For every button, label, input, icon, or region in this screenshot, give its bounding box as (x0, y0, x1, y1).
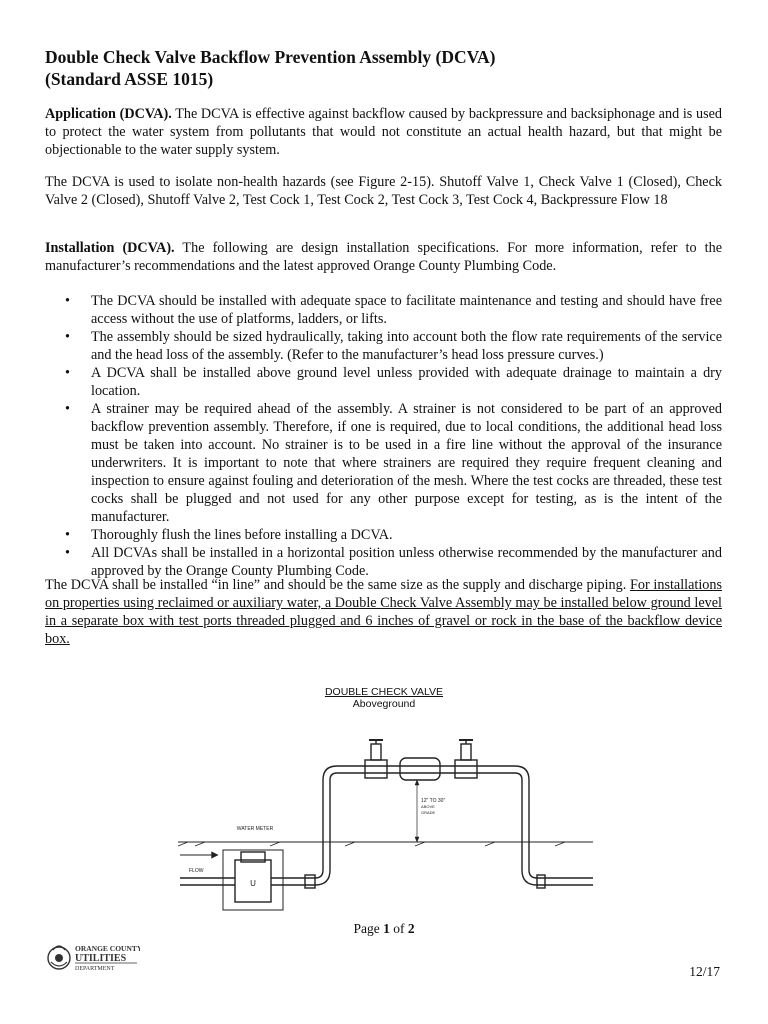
svg-text:12" TO 30": 12" TO 30" (421, 798, 446, 804)
figure-title: DOUBLE CHECK VALVE (324, 686, 444, 698)
svg-text:ORANGE COUNTY: ORANGE COUNTY (75, 944, 140, 953)
svg-text:U: U (250, 879, 256, 888)
list-item: • A DCVA shall be installed above ground level unless provided with adequate drainage to maintain a dry location. (65, 365, 722, 399)
bullet-icon: • (65, 329, 70, 345)
page-number: Page 1 of 2 (353, 921, 415, 936)
figure-subtitle: Aboveground (352, 698, 416, 710)
flow-label: FLOW (189, 868, 204, 874)
application-lead: Application (DCVA). (45, 106, 172, 122)
utilities-logo (45, 940, 140, 979)
list-item: • The DCVA should be installed with adequate space to facilitate maintenance and testing and should have free access without the use of platforms, ladders, or lifts. (65, 293, 722, 327)
title-line-2: (Standard ASSE 1015) (45, 69, 214, 89)
list-item: • A strainer may be required ahead of the assembly. A strainer is not considered to be part of an approved backflow prevention assembly. Therefore, if one is required, due to local conditions, the additional head loss must be taken into account. No strainer is to be used in a fire line without the approval of the insurance underwriters. It is important to note that where strainers are required they require frequent cleaning and inspection to ensure against fouling and deterioration of the mesh. Where the test cocks are threaded, these test cocks shall be plugged and not used for any other purpose except for testing, as is the intent of the manufacturer. (65, 401, 722, 525)
svg-text:ABOVE: ABOVE (421, 804, 435, 809)
height-dimension (415, 780, 445, 842)
shutoff-valve-2 (455, 760, 477, 778)
inline-text: The DCVA shall be installed “in line” and should be the same size as the supply and discharge piping. (45, 577, 630, 593)
outlet-pipe (522, 780, 593, 888)
installation-text: The following are design installation specifications. For more information, refer to the manufacturer’s recommendations and the latest approved Orange County Plumbing Code. (45, 240, 722, 274)
shutoff-valve-1 (365, 760, 387, 778)
assembly-pipe (337, 740, 529, 780)
list-item: • Thoroughly flush the lines before installing a DCVA. (65, 527, 393, 543)
svg-text:GRADE: GRADE (421, 810, 436, 815)
svg-text:UTILITIES: UTILITIES (75, 953, 127, 964)
double-check-valve-diagram (175, 730, 595, 920)
application-text: The DCVA is effective against backflow caused by backpressure and backsiphonage and is used to protect the water system from pollutants that would not constitute an actual health hazard, but that might be objectionable to the water supply system. (45, 106, 722, 158)
bullet-icon: • (65, 527, 70, 543)
installation-paragraph (45, 239, 722, 275)
bullet-icon: • (65, 545, 70, 561)
svg-text:DEPARTMENT: DEPARTMENT (75, 966, 115, 972)
application-paragraph (45, 105, 722, 159)
installation-bullet-list (45, 292, 722, 580)
check-valve-body (400, 758, 440, 780)
list-item: • All DCVAs shall be installed in a horizontal position unless otherwise recommended by the manufacturer and approved by the Orange County Plumbing Code. (65, 545, 722, 579)
reclaimed-water-note: For installations on properties using reclaimed or auxiliary water, a Double Check Valve Assembly may be installed below ground level in a separate box with test ports threaded plugged and 6 inches of gravel or rock in the base of the backflow device box. (45, 577, 722, 647)
bullet-icon: • (65, 401, 70, 417)
installation-lead: Installation (DCVA). (45, 240, 175, 256)
revision-date: 12/17 (689, 964, 720, 979)
water-meter-label: WATER METER (236, 826, 274, 832)
title-line-1: Double Check Valve Backflow Prevention Assembly (DCVA) (45, 47, 496, 67)
bullet-icon: • (65, 293, 70, 309)
flow-arrow (180, 853, 217, 875)
bullet-icon: • (65, 365, 70, 381)
page-title (45, 46, 725, 90)
isolate-paragraph: The DCVA is used to isolate non-health hazards (see Figure 2-15). Shutoff Valve 1, Check Valve 1 (Closed), Check Valve 2 (Closed), Shutoff Valve 2, Test Cock 1, Test Cock 2, Test Cock 3, Test Cock 4, Backpressure Flow 18 (45, 174, 722, 208)
water-meter (223, 826, 283, 910)
list-item: • The assembly should be sized hydraulically, taking into account both the flow rate requirements of the service and the head loss of the assembly. (Refer to the manufacturer’s head loss pressure curves.) (65, 329, 722, 363)
inline-paragraph (45, 576, 722, 648)
